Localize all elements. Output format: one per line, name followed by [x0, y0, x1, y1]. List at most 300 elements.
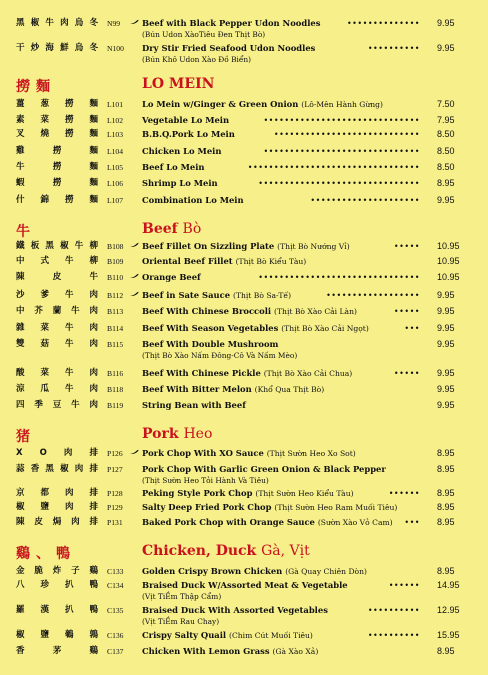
chinese-char: 肉 — [64, 502, 74, 512]
chinese-char: 鷄 — [89, 566, 98, 576]
item-name-vietnamese: (Thịt Bò Nướng Vỉ) — [277, 242, 350, 251]
chinese-name — [16, 290, 98, 301]
leader-dots: •••••••••••••••••••••••••••••• — [263, 116, 420, 125]
chinese-char: 燒 — [40, 129, 49, 139]
item-price: 9.95 — [437, 18, 455, 28]
chinese-char: 肉 — [64, 488, 74, 498]
section-heading-vietnamese: Heo — [183, 426, 213, 442]
chinese-char: 雞 — [16, 146, 25, 156]
item-name — [142, 115, 229, 126]
item-name-vietnamese: (Thịt Bò Xào Cải Chua) — [263, 369, 353, 378]
chinese-char: 撈 — [64, 129, 74, 139]
chinese-char: 式 — [40, 256, 49, 266]
chinese-char: 素 — [16, 115, 25, 125]
item-name-english: Beef in Sate Sauce — [142, 290, 231, 300]
item-name-english: Beef With Double Mushroom — [142, 339, 279, 349]
leader-dots: ••••••••••••••••••••••••••••••• — [258, 179, 420, 188]
item-code: C134 — [107, 581, 124, 590]
chinese-char: 牛 — [64, 323, 74, 333]
item-price: 9.95 — [437, 43, 455, 53]
item-code: P131 — [107, 518, 123, 527]
leader-dots: •••••• — [388, 489, 420, 498]
chinese-name — [16, 18, 98, 29]
item-name — [142, 195, 244, 206]
chinese-char: 陳 — [16, 517, 25, 527]
item-name-english: Pork Chop With XO Sauce — [142, 448, 264, 458]
item-code: L102 — [107, 116, 124, 125]
item-name — [142, 580, 348, 591]
item-subtitle: (Bún Khô Udon Xào Đồ Biển) — [142, 55, 252, 64]
chinese-char: 鴨 — [89, 580, 98, 590]
chinese-char: 肉 — [89, 290, 98, 300]
item-price: 12.95 — [437, 605, 460, 615]
item-name-vietnamese: (Gà Quay Chiên Dòn) — [285, 567, 367, 576]
chinese-char: 麵 — [89, 178, 98, 188]
item-price: 9.95 — [437, 306, 455, 316]
item-name-english: Combination Lo Mein — [142, 195, 244, 205]
chinese-name — [16, 580, 98, 591]
chinese-name — [16, 99, 98, 110]
item-name-vietnamese: (Sườn Xào Vỏ Cam) — [317, 518, 393, 527]
chinese-char: 肉 — [71, 517, 80, 527]
chinese-char: 撈 — [52, 146, 62, 156]
item-name-english: Beef Lo Mein — [142, 162, 205, 172]
chinese-char: 麵 — [89, 162, 98, 172]
chinese-name — [16, 517, 98, 528]
chinese-char: 椒 — [16, 502, 25, 512]
item-code: B112 — [107, 291, 124, 300]
section-heading — [142, 221, 201, 237]
chinese-char: 酸 — [16, 368, 25, 378]
chinese-char: 漢 — [40, 605, 49, 615]
chinese-char: 麵 — [89, 115, 98, 125]
item-price: 9.95 — [437, 384, 455, 394]
item-name — [142, 646, 318, 657]
item-subtitle: (Vịt TiỀm Rau Chay) — [142, 617, 220, 626]
chinese-char: 季 — [34, 400, 43, 410]
item-name-english: Orange Beef — [142, 272, 201, 282]
item-name — [142, 323, 369, 334]
item-name-vietnamese: (Thịt Sườn Heo Kiểu Tàu) — [255, 489, 354, 498]
chinese-char: 鐵 — [16, 241, 25, 251]
item-name-english: B.B.Q.Pork Lo Mein — [142, 129, 235, 139]
chinese-char: 撈 — [52, 178, 62, 188]
chinese-char: 板 — [30, 241, 40, 251]
item-name-english: Beef With Chinese Broccoli — [142, 306, 272, 316]
section-heading-vietnamese: Gà, Vịt — [261, 543, 310, 559]
chinese-char: 金 — [16, 566, 25, 576]
chinese-name — [16, 115, 98, 126]
item-price: 8.50 — [437, 129, 455, 139]
chinese-char: 排 — [89, 488, 98, 498]
chinese-char: X — [16, 448, 23, 458]
chinese-char: 中 — [16, 256, 25, 266]
chinese-name — [16, 272, 98, 283]
item-name — [142, 146, 221, 157]
chinese-char: 都 — [40, 488, 49, 498]
chinese-char: 肉 — [89, 368, 98, 378]
section-heading-chinese: 猪 — [16, 429, 36, 445]
chinese-char: 錦 — [40, 195, 49, 205]
item-name — [142, 290, 291, 301]
item-code: C133 — [107, 567, 124, 576]
chinese-char: 肉 — [89, 323, 98, 333]
section-heading-english: Beef — [142, 221, 178, 237]
item-name — [142, 99, 383, 110]
chinese-char: 瓜 — [40, 384, 49, 394]
chinese-char: 鮮 — [60, 43, 69, 53]
leader-dots: ••••••••••••••••••••••••••••••••• — [247, 163, 420, 172]
item-price: 9.95 — [437, 195, 455, 205]
item-price: 8.95 — [437, 488, 455, 498]
chinese-char: 撈 — [64, 195, 74, 205]
item-name-vietnamese: (Thịt Sườn Heo Xo Sot) — [266, 449, 356, 458]
item-name-english: Pork Chop With Garlic Green Onion & Black Pepper — [142, 464, 386, 474]
chinese-char: 扒 — [64, 580, 74, 590]
chinese-char: 牛 — [74, 241, 84, 251]
leader-dots: •••••••••••••••••••••••••••• — [273, 130, 420, 139]
chinese-char: 肉 — [63, 448, 73, 458]
item-name — [142, 517, 393, 528]
section-heading — [142, 543, 310, 559]
leader-dots: •••••••••••••• — [346, 19, 420, 28]
chili-pepper-icon — [130, 449, 139, 455]
section-heading-vietnamese: Bò — [182, 221, 202, 237]
chinese-char: 芥 — [34, 306, 43, 316]
chinese-char: 葱 — [40, 99, 49, 109]
item-code: L101 — [107, 100, 124, 109]
chinese-char: 干 — [16, 43, 25, 53]
section-heading-chinese: 牛 — [16, 224, 36, 240]
chili-pepper-icon — [130, 19, 139, 25]
item-code: C136 — [107, 631, 124, 640]
item-price: 9.95 — [437, 400, 455, 410]
item-name-vietnamese: (Thịt Sườn Heo Ram Muối Tiêu) — [274, 503, 398, 512]
item-name — [142, 502, 397, 513]
chinese-name — [16, 646, 98, 657]
chinese-char: 肉 — [89, 400, 98, 410]
item-name-vietnamese: (Thịt Bò Kiểu Tàu) — [235, 257, 307, 266]
item-code: B110 — [107, 273, 124, 282]
item-price: 8.95 — [437, 464, 455, 474]
leader-dots: •••••••••••••••••••••••••••••• — [263, 147, 420, 156]
item-code: L104 — [107, 147, 124, 156]
item-price: 8.95 — [437, 502, 455, 512]
item-price: 9.95 — [437, 323, 455, 333]
item-code: N99 — [107, 19, 121, 28]
chinese-char: 鴨 — [89, 605, 98, 615]
chinese-char: 烏 — [74, 43, 84, 53]
chinese-char: 椒 — [60, 464, 69, 474]
leader-dots: •••••• — [388, 581, 420, 590]
chinese-char: 蝦 — [16, 178, 25, 188]
item-name-vietnamese: (Thịt Bò Xào Cải Làn) — [274, 307, 357, 316]
chinese-char: 蒜 — [16, 464, 25, 474]
chinese-char: 四 — [16, 400, 25, 410]
chinese-char: 肉 — [74, 464, 84, 474]
leader-dots: ••• — [404, 324, 420, 333]
chinese-char: 雜 — [16, 323, 25, 333]
item-subtitle: (Thịt Bò Xào Nấm Đông-Cô Và Nấm Mèo) — [142, 351, 298, 360]
item-name — [142, 630, 313, 641]
chinese-char: 鵪 — [64, 630, 74, 640]
item-name-vietnamese: (Lô-Mên Hành Gừng) — [301, 100, 383, 109]
item-price: 8.95 — [437, 517, 455, 527]
item-price: 8.95 — [437, 646, 455, 656]
item-name-english: Golden Crispy Brown Chicken — [142, 566, 283, 576]
chinese-char: 菜 — [40, 115, 49, 125]
item-name-vietnamese: (Thịt Bò Xào Cải Ngọt) — [281, 324, 369, 333]
item-name-english: String Bean with Beef — [142, 400, 246, 410]
item-code: P126 — [107, 449, 123, 458]
chinese-char: 蘭 — [52, 306, 62, 316]
item-price: 9.95 — [437, 339, 455, 349]
chili-pepper-icon — [130, 291, 139, 297]
item-price: 10.95 — [437, 256, 460, 266]
item-name-english: Vegetable Lo Mein — [142, 115, 230, 125]
item-price: 7.95 — [437, 115, 455, 125]
chinese-char: 麵 — [89, 99, 98, 109]
section-heading-english: Pork — [142, 426, 179, 442]
item-name — [142, 368, 352, 379]
chinese-char: 爹 — [40, 290, 49, 300]
chinese-char: 牛 — [64, 384, 74, 394]
item-code: N100 — [107, 44, 124, 53]
chinese-char: 排 — [89, 448, 98, 458]
chinese-char: 炸 — [52, 566, 62, 576]
chinese-char: 冬 — [89, 18, 98, 28]
item-name-english: Braised Duck W/Assorted Meat & Vegetable — [142, 580, 348, 590]
chinese-name — [16, 630, 98, 641]
chinese-char: 椒 — [60, 241, 69, 251]
leader-dots: •••••••••• — [367, 631, 420, 640]
leader-dots: ••••• — [393, 242, 420, 251]
chinese-char: 雙 — [16, 339, 25, 349]
item-name-english: Braised Duck With Assorted Vegetables — [142, 605, 328, 615]
item-price: 8.95 — [437, 178, 455, 188]
section-heading — [142, 76, 214, 92]
item-name-vietnamese: (Gà Xào Xả) — [272, 647, 319, 656]
chinese-name — [16, 323, 98, 334]
chinese-char: 菜 — [40, 323, 49, 333]
chinese-char: 什 — [16, 195, 25, 205]
item-code: L105 — [107, 163, 124, 172]
chinese-char: 焗 — [52, 517, 62, 527]
item-price: 15.95 — [437, 630, 460, 640]
chinese-char: 炒 — [30, 43, 40, 53]
chinese-char: 肉 — [89, 339, 98, 349]
chinese-char: 黑 — [16, 18, 25, 28]
item-price: 8.95 — [437, 448, 455, 458]
item-name-english: Beef With Season Vegetables — [142, 323, 279, 333]
chinese-char: 牛 — [45, 18, 54, 28]
chinese-name — [16, 256, 98, 267]
item-code: B114 — [107, 324, 124, 333]
item-name-vietnamese: (Khổ Qua Thịt Bò) — [254, 385, 325, 394]
item-name-english: Shrimp Lo Mein — [142, 178, 218, 188]
chinese-char: 排 — [89, 502, 98, 512]
chinese-char: 麵 — [89, 195, 98, 205]
item-name — [142, 256, 306, 267]
item-name-english: Salty Deep Fried Pork Chop — [142, 502, 272, 512]
item-price: 9.95 — [437, 290, 455, 300]
item-name — [142, 241, 350, 252]
chinese-char: 牛 — [64, 368, 74, 378]
chinese-name — [16, 566, 98, 577]
item-name-english: Beef with Black Pepper Udon Noodles — [142, 18, 321, 28]
item-code: B116 — [107, 369, 124, 378]
leader-dots: •••••••••• — [367, 606, 420, 615]
chinese-char: 鷄 — [89, 646, 98, 656]
item-code: L106 — [107, 179, 124, 188]
chinese-name — [16, 384, 98, 395]
item-subtitle: (Vịt TiỀm Thập Cẩm) — [142, 592, 222, 601]
chinese-char: 柳 — [89, 256, 98, 266]
item-name — [142, 566, 367, 577]
item-code: B115 — [107, 340, 124, 349]
chinese-char: 柳 — [89, 241, 98, 251]
leader-dots: •••••••••• — [367, 44, 420, 53]
chinese-char: 陳 — [16, 272, 25, 282]
item-code: L103 — [107, 130, 124, 139]
leader-dots: ••• — [404, 518, 420, 527]
section-heading-chinese: 撈麵 — [16, 79, 56, 95]
chinese-char: 牛 — [71, 306, 80, 316]
chinese-char: 黑 — [45, 241, 54, 251]
chinese-char: 羅 — [16, 605, 25, 615]
chinese-char: 香 — [30, 464, 40, 474]
chinese-char: 叉 — [16, 129, 25, 139]
chinese-char: 京 — [16, 488, 25, 498]
item-code: L107 — [107, 196, 124, 205]
item-name — [142, 384, 324, 395]
chinese-char: 麵 — [89, 129, 98, 139]
chinese-char: 鹽 — [40, 630, 49, 640]
item-name — [142, 448, 356, 459]
item-name-english: Lo Mein w/Ginger & Green Onion — [142, 99, 299, 109]
chinese-char: 皮 — [34, 517, 43, 527]
chinese-char: 茅 — [52, 646, 62, 656]
chinese-name — [16, 368, 98, 379]
chinese-char: 涼 — [16, 384, 25, 394]
chinese-char: 脆 — [34, 566, 43, 576]
section-heading — [142, 426, 212, 442]
item-name — [142, 306, 357, 317]
chinese-char: 肉 — [89, 306, 98, 316]
chinese-char: 珍 — [40, 580, 49, 590]
chinese-char: 豆 — [52, 400, 62, 410]
chinese-name — [16, 464, 98, 475]
item-subtitle: (Thịt Sườn Heo Tỏi Hành Và Tiêu) — [142, 476, 269, 485]
chinese-name — [16, 306, 98, 317]
chinese-char: 牛 — [71, 400, 80, 410]
item-name — [142, 400, 246, 411]
item-name — [142, 18, 320, 29]
chinese-char: 肉 — [89, 384, 98, 394]
item-name — [142, 162, 205, 173]
item-subtitle: (Bún Udon XàoTiêu Đen Thịt Bò) — [142, 30, 266, 39]
item-name-english: Beef Fillet On Sizzling Plate — [142, 241, 275, 251]
chinese-char: 椒 — [30, 18, 40, 28]
chinese-name — [16, 502, 98, 513]
chinese-char: 冬 — [89, 43, 98, 53]
chinese-char: 排 — [89, 464, 98, 474]
chinese-char: O — [39, 448, 47, 458]
item-code: B109 — [107, 257, 124, 266]
chili-pepper-icon — [130, 242, 139, 248]
item-code: B119 — [107, 401, 124, 410]
chinese-name — [16, 195, 98, 206]
chinese-char: 牛 — [64, 290, 74, 300]
item-code: C137 — [107, 647, 124, 656]
item-name — [142, 488, 354, 499]
chinese-char: 椒 — [16, 630, 25, 640]
chinese-char: 牛 — [64, 256, 74, 266]
leader-dots: ••••• — [393, 369, 420, 378]
item-name-english: Chicken With Lemon Grass — [142, 646, 270, 656]
leader-dots: •••••••••••••••••• — [326, 291, 420, 300]
item-price: 10.95 — [437, 272, 460, 282]
chinese-char: 薑 — [16, 99, 25, 109]
chinese-char: 皮 — [52, 272, 62, 282]
chinese-name — [16, 162, 98, 173]
item-name — [142, 605, 328, 616]
item-code: B113 — [107, 307, 124, 316]
chinese-char: 牛 — [89, 272, 98, 282]
chinese-char: 撈 — [52, 162, 62, 172]
item-name-english: Crispy Salty Quail — [142, 630, 227, 640]
item-name — [142, 129, 235, 140]
item-name-vietnamese: (Chim Cút Muối Tiêu) — [229, 631, 313, 640]
chinese-name — [16, 146, 98, 157]
item-price: 9.95 — [437, 368, 455, 378]
chinese-name — [16, 43, 98, 54]
chinese-char: 黑 — [45, 464, 54, 474]
chinese-char: 扒 — [64, 605, 74, 615]
chinese-char: 菇 — [40, 339, 49, 349]
chinese-char: 撈 — [64, 115, 74, 125]
item-name-english: Chicken Lo Mein — [142, 146, 222, 156]
item-name-english: Beef With Bitter Melon — [142, 384, 252, 394]
chinese-char: 撈 — [64, 99, 74, 109]
chinese-name — [16, 241, 98, 252]
leader-dots: ••••••••••••••••••••• — [310, 196, 420, 205]
chinese-char: 中 — [16, 306, 25, 316]
chinese-char: 烏 — [74, 18, 84, 28]
item-name-english: Oriental Beef Fillet — [142, 256, 233, 266]
chinese-char: 子 — [71, 566, 80, 576]
section-heading-english: Chicken, Duck — [142, 543, 257, 559]
item-price: 8.50 — [437, 162, 455, 172]
item-code: P127 — [107, 465, 123, 474]
item-code: C135 — [107, 606, 124, 615]
item-name — [142, 43, 315, 54]
chinese-char: 菜 — [40, 368, 49, 378]
item-code: B108 — [107, 242, 124, 251]
leader-dots: ••••••••••••••••••••••••••••••• — [258, 273, 420, 282]
chinese-name — [16, 339, 98, 350]
chinese-char: 牛 — [16, 162, 25, 172]
chinese-char: 沙 — [16, 290, 25, 300]
item-name — [142, 272, 201, 283]
item-price: 7.50 — [437, 99, 455, 109]
item-code: B118 — [107, 385, 124, 394]
chinese-name — [16, 400, 98, 411]
leader-dots: ••••• — [393, 307, 420, 316]
item-name-vietnamese: (Thịt Bò Sa-Tế) — [232, 291, 292, 300]
item-price: 8.95 — [437, 566, 455, 576]
chinese-name — [16, 178, 98, 189]
